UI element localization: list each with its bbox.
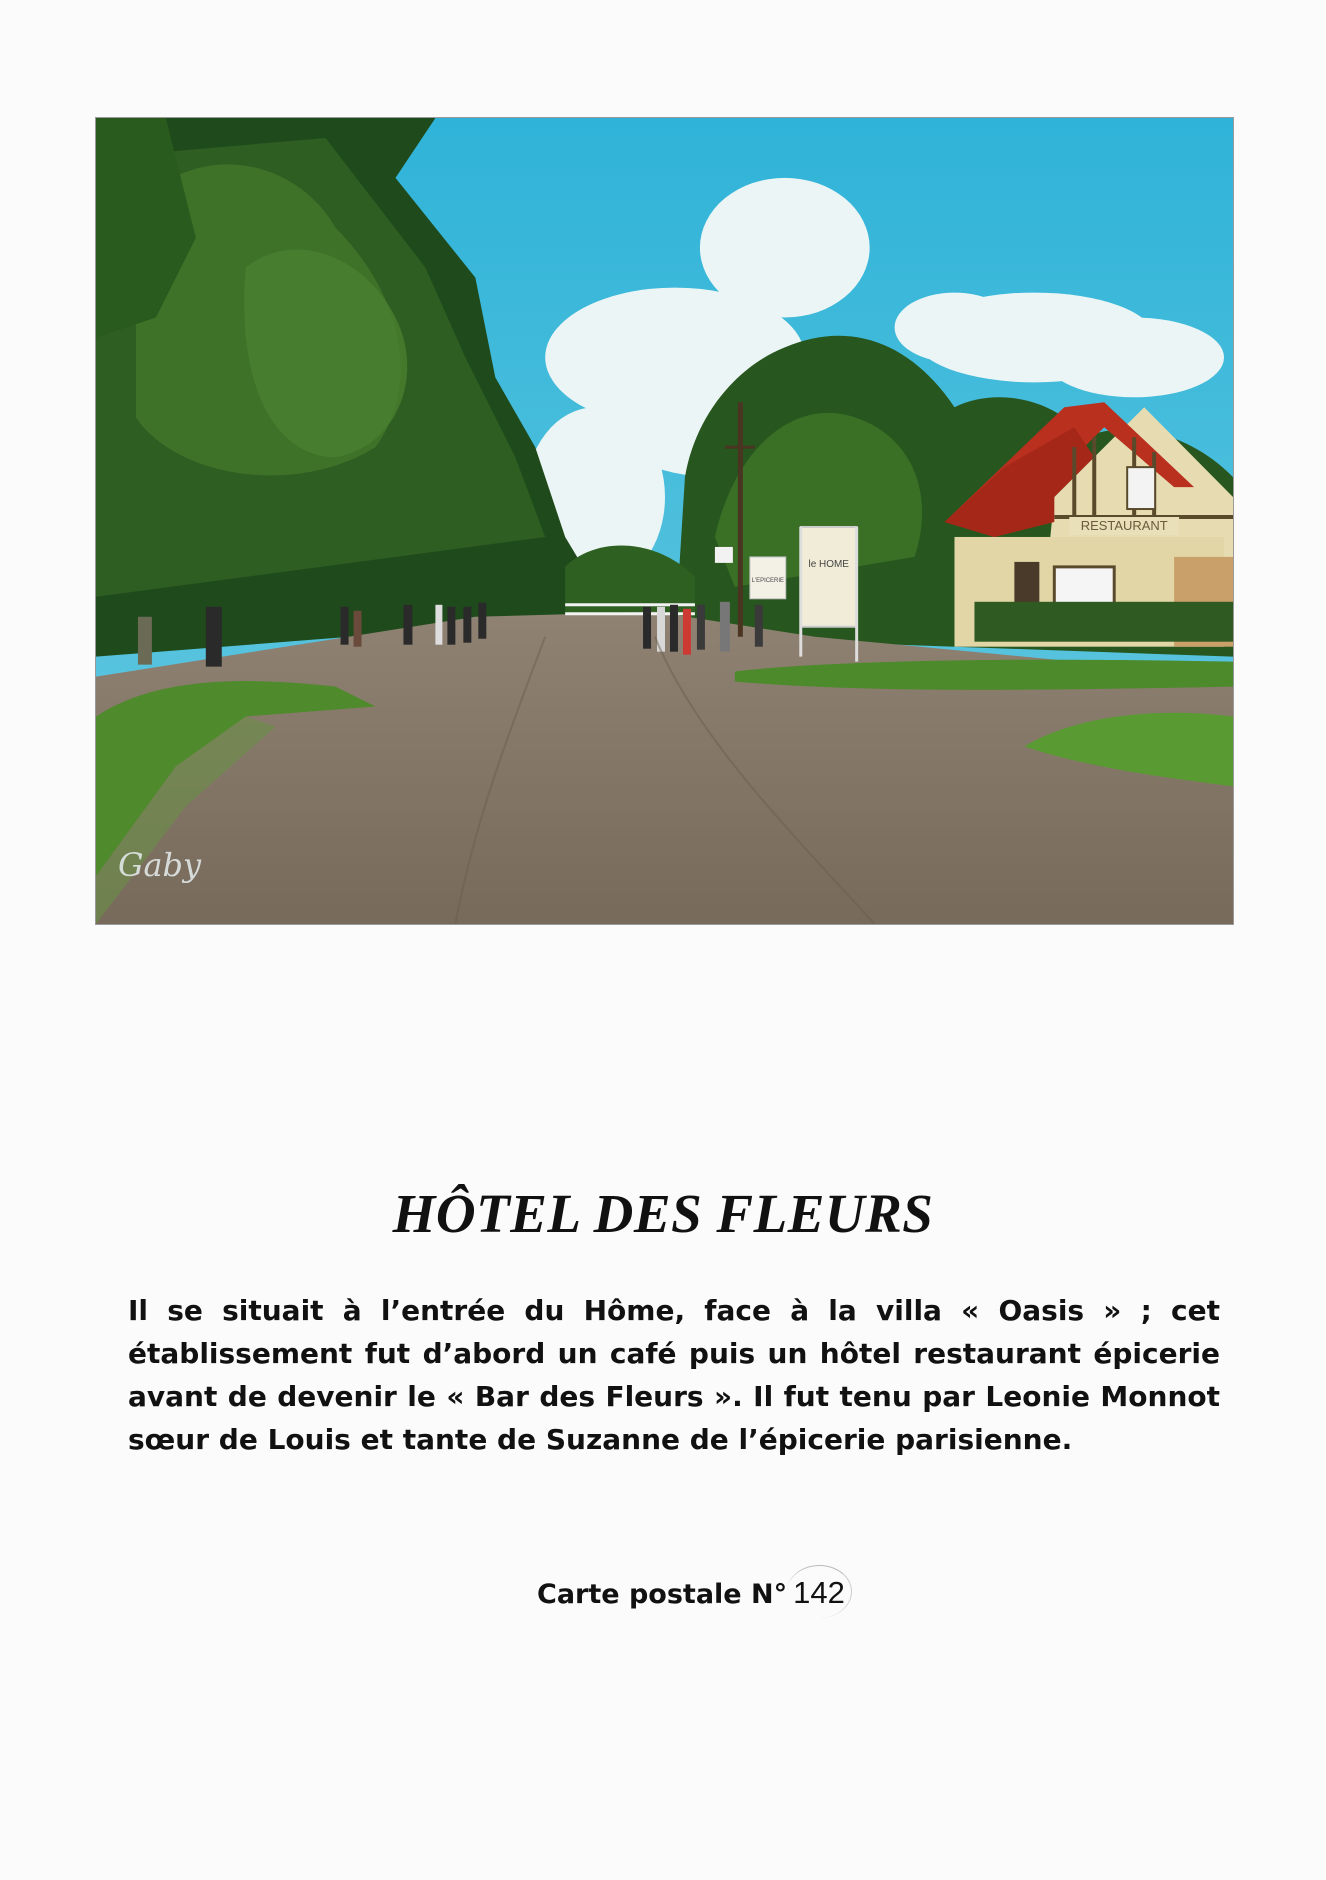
postcard-caption	[537, 1575, 845, 1611]
postcard-number: 142	[793, 1575, 845, 1610]
postcard-photo	[95, 117, 1234, 925]
small-sign	[715, 547, 733, 563]
caption-label: Carte postale N°	[537, 1579, 788, 1610]
description-paragraph: Il se situait à l’entrée du Hôme, face à la villa « Oasis » ; cet établissement fut d’abord un café puis un hôtel restaurant épicerie avant de devenir le « Bar des Fleurs ». Il fut tenu par Leonie Monnot sœur de Louis et tante de Suzanne de l’épicerie parisienne.	[128, 1294, 1220, 1456]
page-title: HÔTEL DES FLEURS	[392, 1183, 934, 1244]
postcard-illustration	[96, 118, 1233, 924]
svg-text:L'EPICERIE: L'EPICERIE	[751, 577, 784, 584]
gaby-signature: Gaby	[117, 846, 202, 885]
sign-restaurant: RESTAURANT	[1080, 517, 1168, 533]
sign-epicerie	[750, 557, 786, 599]
svg-text:le HOME: le HOME	[808, 558, 849, 570]
utility-pole	[738, 402, 743, 636]
